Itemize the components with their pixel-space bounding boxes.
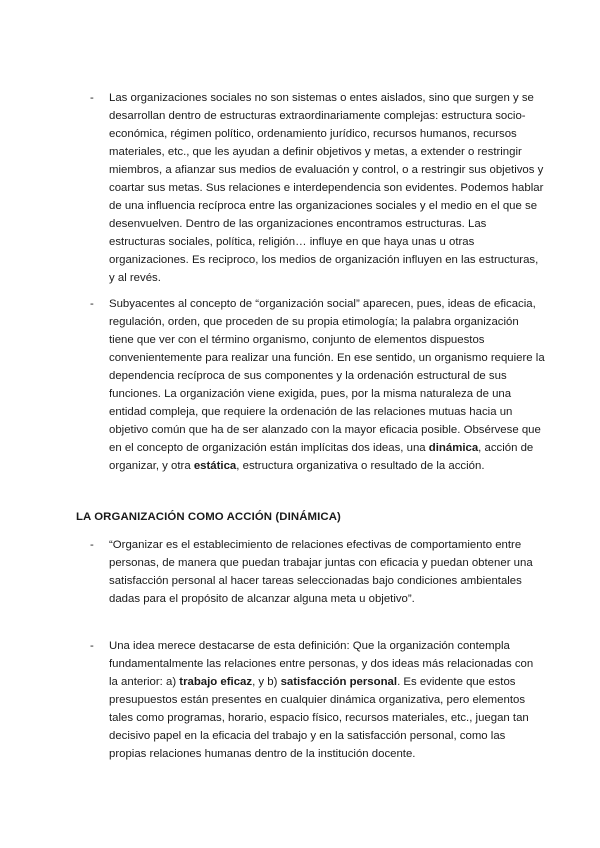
bold-term-satisfaccion-personal: satisfacción personal <box>280 676 398 688</box>
bullet-dash: - <box>90 298 94 310</box>
text-run: Subyacentes al concepto de “organización social” aparecen, pues, ideas de eficacia, regulación, orden, que proceden de su propia etimología; la palabra organización tiene que ver con el término organismo, conjunto de elementos dispuestos convenientemente para realizar una función. En ese sentido, un organismo requiere la dependencia recíproca de sus componentes y la ordenación estructural de sus funciones. La organización viene exigida, pues, por la misma naturaleza de una entidad compleja, que requiere la ordenación de las relaciones mutuas hacia un objetivo común que ha de ser alanzado con la mayor eficacia posible. Obsérvese que en el concepto de organización están implícitas dos ideas, una <box>109 298 545 454</box>
paragraph-text: Las organizaciones sociales no son sistemas o entes aislados, sino que surgen y se desarrollan dentro de estructuras extraordinariamente complejas: estructura socio-económica, régimen político, ordenamiento jurídico, recursos humanos, recursos materiales, etc., que les ayudan a definir objetivos y metas, a extender o restringir miembros, a afianzar sus medios de evaluación y control, o a restringir sus objetivos y coartar sus metas. Sus relaciones e interdependencia son evidentes. Podemos hablar de una influencia recíproca entre las organizaciones sociales y el medio en el que se desenvuelven. Dentro de las organizaciones encontramos estructuras. Las estructuras sociales, política, religión… influye en que haya unas u otras organizaciones. Es reciproco, los medios de organización influyen en las estructuras, y al revés. <box>109 92 544 284</box>
paragraph-text <box>109 295 545 475</box>
text-run: , acción de organizar, y otra <box>109 442 534 472</box>
list-item <box>90 536 545 608</box>
bullet-dash: - <box>90 539 94 551</box>
text-run: , y b) <box>252 676 281 688</box>
paragraph-text <box>109 637 545 763</box>
bold-term-dinamica: dinámica <box>428 442 479 454</box>
text-run: . Es evidente que estos presupuestos están presentes en cualquier dinámica organizativa, pero elementos tales como programas, horario, espacio físico, recursos materiales, etc., juegan tan decisivo papel en la eficacia del trabajo y en la satisfacción personal, como las propias relaciones humanas dentro de la institución docente. <box>109 676 529 760</box>
section-heading: LA ORGANIZACIÓN COMO ACCIÓN (DINÁMICA) <box>76 511 341 523</box>
text-run: Una idea merece destacarse de esta definición: Que la organización contempla fundamentalmente las relaciones entre personas, y dos ideas más relacionadas con la anterior: a) <box>109 640 534 688</box>
bold-term-estatica: estática <box>193 460 237 472</box>
list-item <box>90 295 545 475</box>
list-item <box>90 637 545 763</box>
bold-term-trabajo-eficaz: trabajo eficaz <box>179 676 253 688</box>
list-item <box>90 89 545 287</box>
quote-text: “Organizar es el establecimiento de relaciones efectivas de comportamiento entre personas, de manera que puedan trabajar juntas con eficacia y puedan obtener una satisfacción personal al hacer tareas seleccionadas bajo condiciones ambientales dadas para el propósito de alcanzar alguna meta u objetivo”. <box>109 539 533 605</box>
text-run: , estructura organizativa o resultado de la acción. <box>236 460 485 472</box>
bullet-dash: - <box>90 640 94 652</box>
bullet-dash: - <box>90 92 94 104</box>
